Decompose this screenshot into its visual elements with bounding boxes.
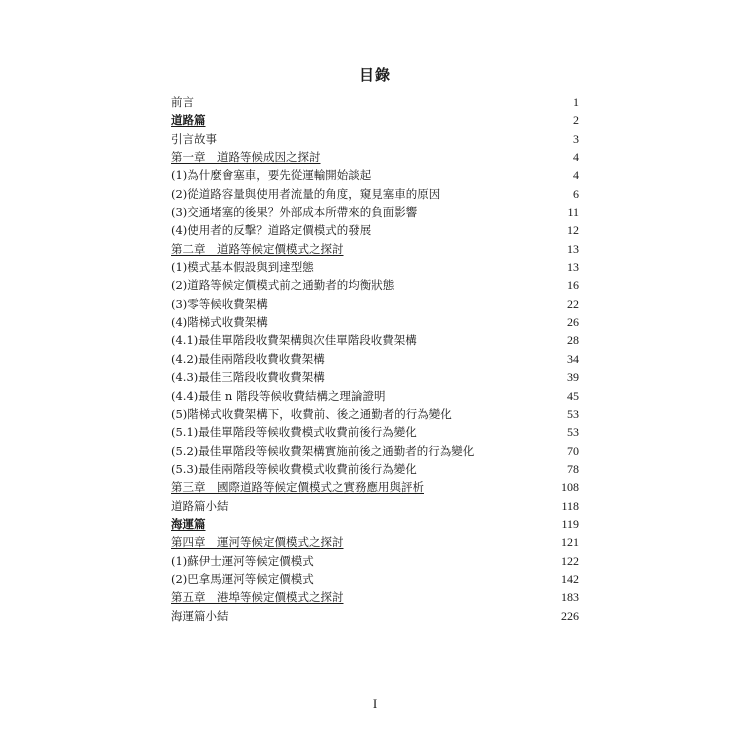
toc-entry-label: 海運篇小結 — [171, 608, 229, 623]
toc-entry-label: 第三章 國際道路等候定價模式之實務應用與評析 — [171, 480, 424, 495]
toc-entry-page: 122 — [561, 553, 579, 568]
toc-entry-label: (2)巴拿馬運河等候定價模式 — [171, 571, 314, 586]
toc-entry-page: 183 — [561, 590, 579, 605]
toc-entry-page: 226 — [561, 608, 579, 623]
toc-entry-page: 108 — [561, 480, 579, 495]
toc-entry-page: 78 — [567, 461, 579, 476]
toc-entry — [171, 111, 579, 129]
toc-entry-page: 45 — [567, 388, 579, 403]
page-number: I — [372, 696, 378, 711]
toc-entry — [171, 570, 579, 588]
toc-entry-label: (3)零等候收費架構 — [171, 296, 268, 311]
toc-entry — [171, 552, 579, 570]
toc-entry — [171, 185, 579, 203]
toc-entry-page: 121 — [561, 535, 579, 550]
toc-entry-page: 39 — [567, 370, 579, 385]
toc-entry-page: 28 — [567, 333, 579, 348]
toc-entry-page: 13 — [567, 260, 579, 275]
toc-entry-label: 道路篇小結 — [171, 498, 229, 513]
toc-entry-page: 6 — [573, 186, 579, 201]
toc-entry-page: 34 — [567, 351, 579, 366]
toc-entry-label: (4.1)最佳單階段收費架構與次佳單階段收費架構 — [171, 333, 417, 348]
toc-entry-label: (1)模式基本假設與到達型態 — [171, 260, 314, 275]
toc-entry — [171, 240, 579, 258]
toc-entry — [171, 258, 579, 276]
toc-entry-label: (5.3)最佳兩階段等候收費模式收費前後行為變化 — [171, 461, 417, 476]
toc-entry — [171, 497, 579, 515]
toc-entry — [171, 350, 579, 368]
toc-entry — [171, 166, 579, 184]
toc-entry-label: (5)階梯式收費架構下，收費前、後之通勤者的行為變化 — [171, 406, 452, 421]
toc-entry-label: (3)交通堵塞的後果？外部成本所帶來的負面影響 — [171, 205, 418, 220]
toc-entry-label: (4)階梯式收費架構 — [171, 315, 268, 330]
toc-entry-page: 1 — [573, 95, 579, 109]
toc-entry-label: (1)為什麼會塞車，要先從運輸開始談起 — [171, 168, 372, 183]
toc-entry — [171, 588, 579, 606]
toc-entry — [171, 331, 579, 349]
toc-entry — [171, 368, 579, 386]
toc-entry-page: 53 — [567, 425, 579, 440]
table-of-contents — [171, 93, 579, 625]
toc-entry-label: (2)道路等候定價模式前之通勤者的均衡狀態 — [171, 278, 395, 293]
toc-entry-label: (5.1)最佳單階段等候收費模式收費前後行為變化 — [171, 425, 417, 440]
toc-entry-label: 引言故事 — [171, 131, 217, 146]
toc-entry — [171, 93, 579, 111]
toc-entry-label: 第五章 港埠等候定價模式之探討 — [171, 590, 344, 605]
toc-entry-label: 前言 — [171, 95, 194, 109]
toc-entry-label: (4)使用者的反擊？道路定價模式的發展 — [171, 223, 372, 238]
toc-entry — [171, 387, 579, 405]
toc-entry-page: 4 — [573, 168, 579, 183]
toc-entry-page: 11 — [567, 205, 579, 220]
toc-entry — [171, 203, 579, 221]
toc-entry-page: 3 — [573, 131, 579, 146]
toc-entry — [171, 130, 579, 148]
toc-entry-label: 第四章 運河等候定價模式之探討 — [171, 535, 344, 550]
toc-entry-label: 道路篇 — [171, 113, 206, 128]
toc-entry-label: (1)蘇伊士運河等候定價模式 — [171, 553, 314, 568]
toc-entry — [171, 442, 579, 460]
toc-entry-label: 海運篇 — [171, 516, 206, 531]
toc-entry-label: (5.2)最佳單階段等候收費架構實施前後之通勤者的行為變化 — [171, 443, 475, 458]
toc-entry-page: 142 — [561, 571, 579, 586]
toc-entry — [171, 607, 579, 625]
toc-entry — [171, 478, 579, 496]
toc-entry-page: 53 — [567, 406, 579, 421]
toc-entry-label: (4.3)最佳三階段收費收費架構 — [171, 370, 325, 385]
toc-entry-page: 4 — [573, 150, 579, 165]
toc-entry-page: 70 — [567, 443, 579, 458]
toc-entry — [171, 295, 579, 313]
toc-entry-page: 26 — [567, 315, 579, 330]
toc-entry-page: 16 — [567, 278, 579, 293]
toc-entry-page: 119 — [561, 516, 579, 531]
toc-entry-page: 22 — [567, 296, 579, 311]
toc-entry — [171, 405, 579, 423]
toc-entry — [171, 221, 579, 239]
toc-entry-page: 13 — [567, 241, 579, 256]
toc-entry-label: (2)從道路容量與使用者流量的角度，窺見塞車的原因 — [171, 186, 441, 201]
toc-entry-label: (4.4)最佳 n 階段等候收費結構之理論證明 — [171, 388, 386, 403]
toc-entry-label: 第一章 道路等候成因之探討 — [171, 150, 321, 165]
toc-entry — [171, 533, 579, 551]
toc-entry-label: (4.2)最佳兩階段收費收費架構 — [171, 351, 325, 366]
toc-entry-page: 118 — [561, 498, 579, 513]
toc-entry-page: 2 — [573, 113, 579, 128]
toc-entry — [171, 515, 579, 533]
toc-entry — [171, 460, 579, 478]
toc-entry — [171, 276, 579, 294]
toc-entry — [171, 313, 579, 331]
toc-entry-label: 第二章 道路等候定價模式之探討 — [171, 241, 344, 256]
toc-entry-page: 12 — [567, 223, 579, 238]
toc-entry — [171, 148, 579, 166]
toc-entry — [171, 423, 579, 441]
page-title: 目錄 — [358, 66, 391, 84]
